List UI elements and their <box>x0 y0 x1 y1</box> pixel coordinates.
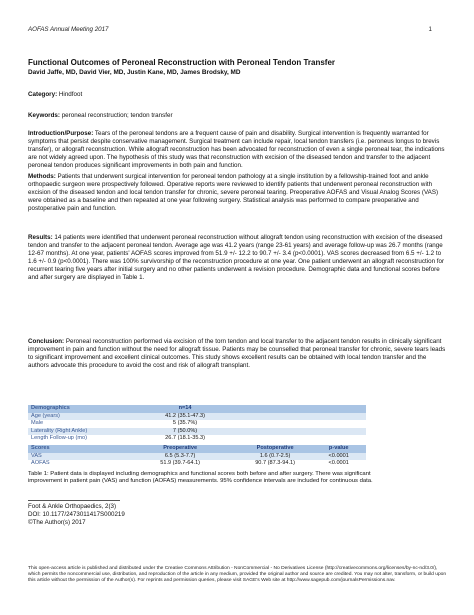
demographics-value: 26.7 (18.1-35.3) <box>126 435 244 443</box>
demographics-header-label: Demographics <box>28 405 126 413</box>
demographics-header-row <box>28 405 366 413</box>
footer-divider <box>28 500 120 501</box>
category-value: Hindfoot <box>58 91 83 98</box>
score-label: VAS <box>28 453 122 461</box>
scores-header-preop: Preoperative <box>122 445 239 453</box>
footer-copyright: ©The Author(s) 2017 <box>28 519 86 526</box>
keywords-section <box>28 112 446 120</box>
author-list: David Jaffe, MD, David Vier, MD, Justin Kane, MD, James Brodsky, MD <box>28 69 241 76</box>
scores-header-postop: Postoperative <box>239 445 312 453</box>
keywords-label: Keywords: <box>28 112 60 119</box>
scores-table <box>28 445 366 468</box>
conclusion-section <box>28 338 446 370</box>
methods-text: Patients that underwent surgical intervention for peroneal tendon pathology at a single institution by a fellowship-trained foot and ankle orthopaedic surgeon were prospectively followed. Operative reports were reviewed to identify patients that underwent peroneal reconstruction with excision of the diseased tendon and local tendon transfer for chronic, severe peroneal tearing. Preoperative AOFAS and Visual Analog Scores (VAS) were obtained as a baseline and then repeated at one year following surgery. Statistical analysis was performed to compare preoperative and postoperative pain and function. <box>28 173 439 213</box>
category-label: Category: <box>28 91 58 98</box>
score-label: AOFAS <box>28 460 122 468</box>
score-postop: 90.7 (87.3-94.1) <box>239 460 312 468</box>
results-label: Results: <box>28 234 53 241</box>
table-row <box>28 453 366 461</box>
category-section <box>28 91 446 99</box>
introduction-section <box>28 130 446 170</box>
score-preop: 6.5 (5.3-7.7) <box>122 453 239 461</box>
demographics-label: Laterality (Right Ankle) <box>28 428 126 436</box>
table-row <box>28 435 366 443</box>
demographics-table <box>28 405 366 443</box>
scores-header-row <box>28 445 366 453</box>
license-notice: This open-access article is published and distributed under the Creative Commons Attribution - NonCommercial - No Derivatives License (http://creativecommons.org/licenses/by-nc-nd/3.0/), which permits the noncommercial use, distribution, and reproduction of the article in any medium, provided the original author and source are credited. You may not alter, transform, or build upon this article without the permission of the Author(s). For reprints and permission queries, please visit SAGE's Web site at http://www.sagepub.com/journalsPermissions.nav. <box>28 566 447 584</box>
footer-doi: DOI: 10.1177/2473011417S000219 <box>28 511 125 518</box>
table-caption: Table 1: Patient data is displayed including demographics and functional scores both before and after surgery. There was significant improvement in patient pain (VAS) and function (AOFAS) measurements. 95% confidence intervals are included for continuous data. <box>28 471 373 485</box>
score-preop: 51.9 (39.7-64.1) <box>122 460 239 468</box>
keywords-value: peroneal reconstruction; tendon transfer <box>61 112 173 119</box>
table-row <box>28 413 366 421</box>
table-row <box>28 420 366 428</box>
table-row <box>28 428 366 436</box>
demographics-value: 5 (35.7%) <box>126 420 244 428</box>
demographics-header-n: n=14 <box>126 405 244 413</box>
page-number: 1 <box>428 26 432 33</box>
table-row <box>28 460 366 468</box>
score-postop: 1.6 (0.7-2.5) <box>239 453 312 461</box>
score-pvalue: <0.0001 <box>311 460 366 468</box>
demographics-label: Length Follow-up (mo) <box>28 435 126 443</box>
methods-label: Methods: <box>28 173 56 180</box>
running-header: AOFAS Annual Meeting 2017 <box>28 26 109 33</box>
introduction-text: Tears of the peroneal tendons are a frequent cause of pain and disability. Surgical intervention is frequently warranted for symptoms that persist despite conservative management. Surgical treatment can include repair, local tendon transfers (i.e. peroneus longus to brevis transfer), or allograft reconstruction. While allograft reconstruction has been advocated for reconstruction of even a single peroneal tear, the indications are not widely agreed upon. The hypothesis of this study was that reconstruction with excision of the diseased tendon and transfer to the adjacent peroneal tendon produces significant improvements in both pain and function. <box>28 130 445 170</box>
conclusion-text: Peroneal reconstruction performed via excision of the torn tendon and local transfer to the adjacent tendon results in clinically significant improvement in pain and function without the need for allograft tissue. Patients may be counselled that peroneal transfer for chronic, severe tears leads to significant improvement and excellent clinical outcomes. This study shows excellent results can be obtained with local tendon transfer and the authors advocate this procedure to avoid the cost and risk of allograft transplant. <box>28 338 446 370</box>
scores-header-pvalue: p-value <box>311 445 366 453</box>
conclusion-label: Conclusion: <box>28 338 65 345</box>
methods-section <box>28 173 446 213</box>
scores-header-label: Scores <box>28 445 122 453</box>
demographics-label: Age (years) <box>28 413 126 421</box>
demographics-value: 41.2 (35.1-47.3) <box>126 413 244 421</box>
demographics-label: Male <box>28 420 126 428</box>
results-section <box>28 234 446 282</box>
score-pvalue: <0.0001 <box>311 453 366 461</box>
demographics-value: 7 (50.0%) <box>126 428 244 436</box>
results-text: 14 patients were identified that underwent peroneal reconstruction without allograft tendon using reconstruction with excision of the diseased tendon and transfer to the adjacent peroneal tendon. Average age was 41.2 years (range 23-61 years) and average follow-up was 26.7 months (range 12-67 months). At one year, patients' AOFAS scores improved from 51.9 +/- 12.2 to 90.7 +/- 3.4 (p<0.0001). VAS scores decreased from 6.5 +/- 1.2 to 1.6 +/- 0.9 (p<0.0001). There was 100% survivorship of the reconstruction procedure at one year. One patient underwent an allograft reconstruction for recurrent tearing five years after initial surgery and no other patients underwent a revision procedure. Demographic data and functional scores before and after surgery are displayed in Table 1. <box>28 234 445 282</box>
article-title: Functional Outcomes of Peroneal Reconstruction with Peroneal Tendon Transfer <box>28 58 336 67</box>
introduction-label: Introduction/Purpose: <box>28 130 94 137</box>
footer-journal: Foot & Ankle Orthopaedics, 2(3) <box>28 503 117 510</box>
